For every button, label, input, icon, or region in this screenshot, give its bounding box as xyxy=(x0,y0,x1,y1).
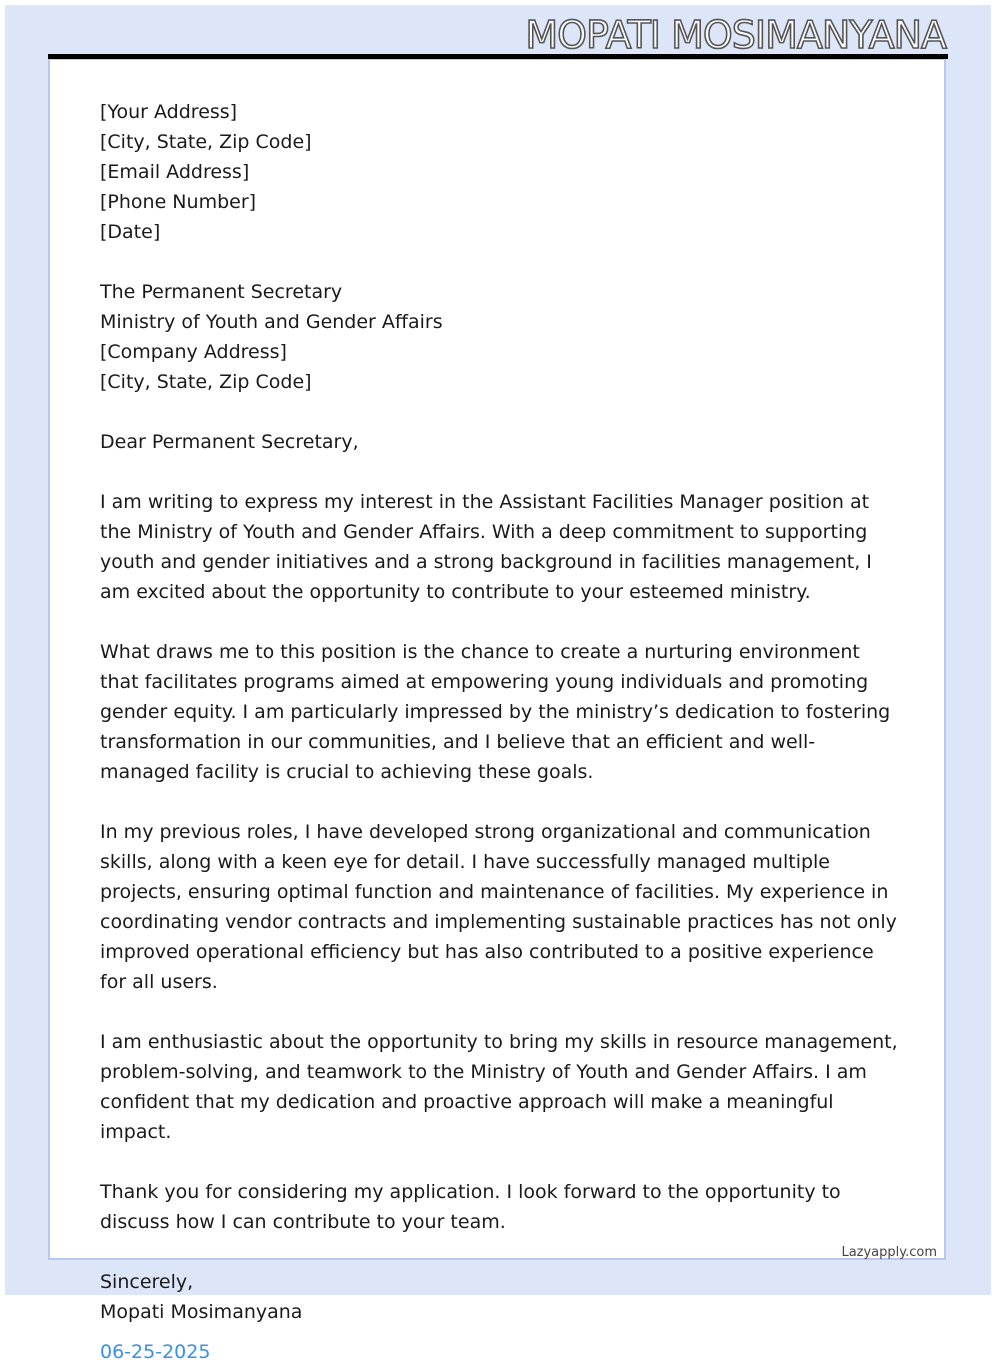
paragraph-motivation: What draws me to this position is the chance to create a nurturing environment that facilitates programs aimed at empowering young individuals and promoting gender equity. I am particularly impressed by the ministry’s dedication to fostering transformation in our communities, and I believe that an efficient and well-managed facility is crucial to achieving these goals. xyxy=(100,641,891,783)
cover-letter-body xyxy=(100,97,900,1367)
paragraph-thanks: Thank you for considering my application. I look forward to the opportunity to discuss how I can contribute to your team. xyxy=(100,1181,841,1233)
paragraph-interest: I am writing to express my interest in the Assistant Facilities Manager position at the Ministry of Youth and Gender Affairs. With a deep commitment to supporting youth and gender initiatives and a strong background in facilities management, I am excited about the opportunity to contribute to your esteemed ministry. xyxy=(100,491,872,603)
recipient-block xyxy=(100,277,900,397)
sender-date: [Date] xyxy=(100,221,161,243)
recipient-title: The Permanent Secretary xyxy=(100,281,343,303)
sender-city-state-zip: [City, State, Zip Code] xyxy=(100,131,312,153)
sender-address: [Your Address] xyxy=(100,101,238,123)
salutation: Dear Permanent Secretary, xyxy=(100,431,359,453)
footer-date: 06-25-2025 xyxy=(100,1341,211,1363)
sender-email: [Email Address] xyxy=(100,161,250,183)
recipient-organization: Ministry of Youth and Gender Affairs xyxy=(100,311,443,333)
paragraph-experience: In my previous roles, I have developed strong organizational and communication skills, along with a keen eye for detail. I have successfully managed multiple projects, ensuring optimal function and maintenance of facilities. My experience in coordinating vendor contracts and implementing sustainable practices has not only improved operational efficiency but has also contributed to a positive experience for all users. xyxy=(100,821,897,993)
closing: Sincerely, xyxy=(100,1271,194,1293)
sender-block xyxy=(100,97,900,247)
sender-phone: [Phone Number] xyxy=(100,191,257,213)
signature-name: Mopati Mosimanyana xyxy=(100,1301,303,1323)
recipient-city-state-zip: [City, State, Zip Code] xyxy=(100,371,312,393)
header-name: MOPATI MOSIMANYANA xyxy=(525,13,946,57)
recipient-address: [Company Address] xyxy=(100,341,287,363)
paragraph-enthusiasm: I am enthusiastic about the opportunity to bring my skills in resource management, problem-solving, and teamwork to the Ministry of Youth and Gender Affairs. I am confident that my dedication and proactive approach will make a meaningful impact. xyxy=(100,1031,898,1143)
watermark-text: Lazyapply.com xyxy=(841,1245,937,1260)
